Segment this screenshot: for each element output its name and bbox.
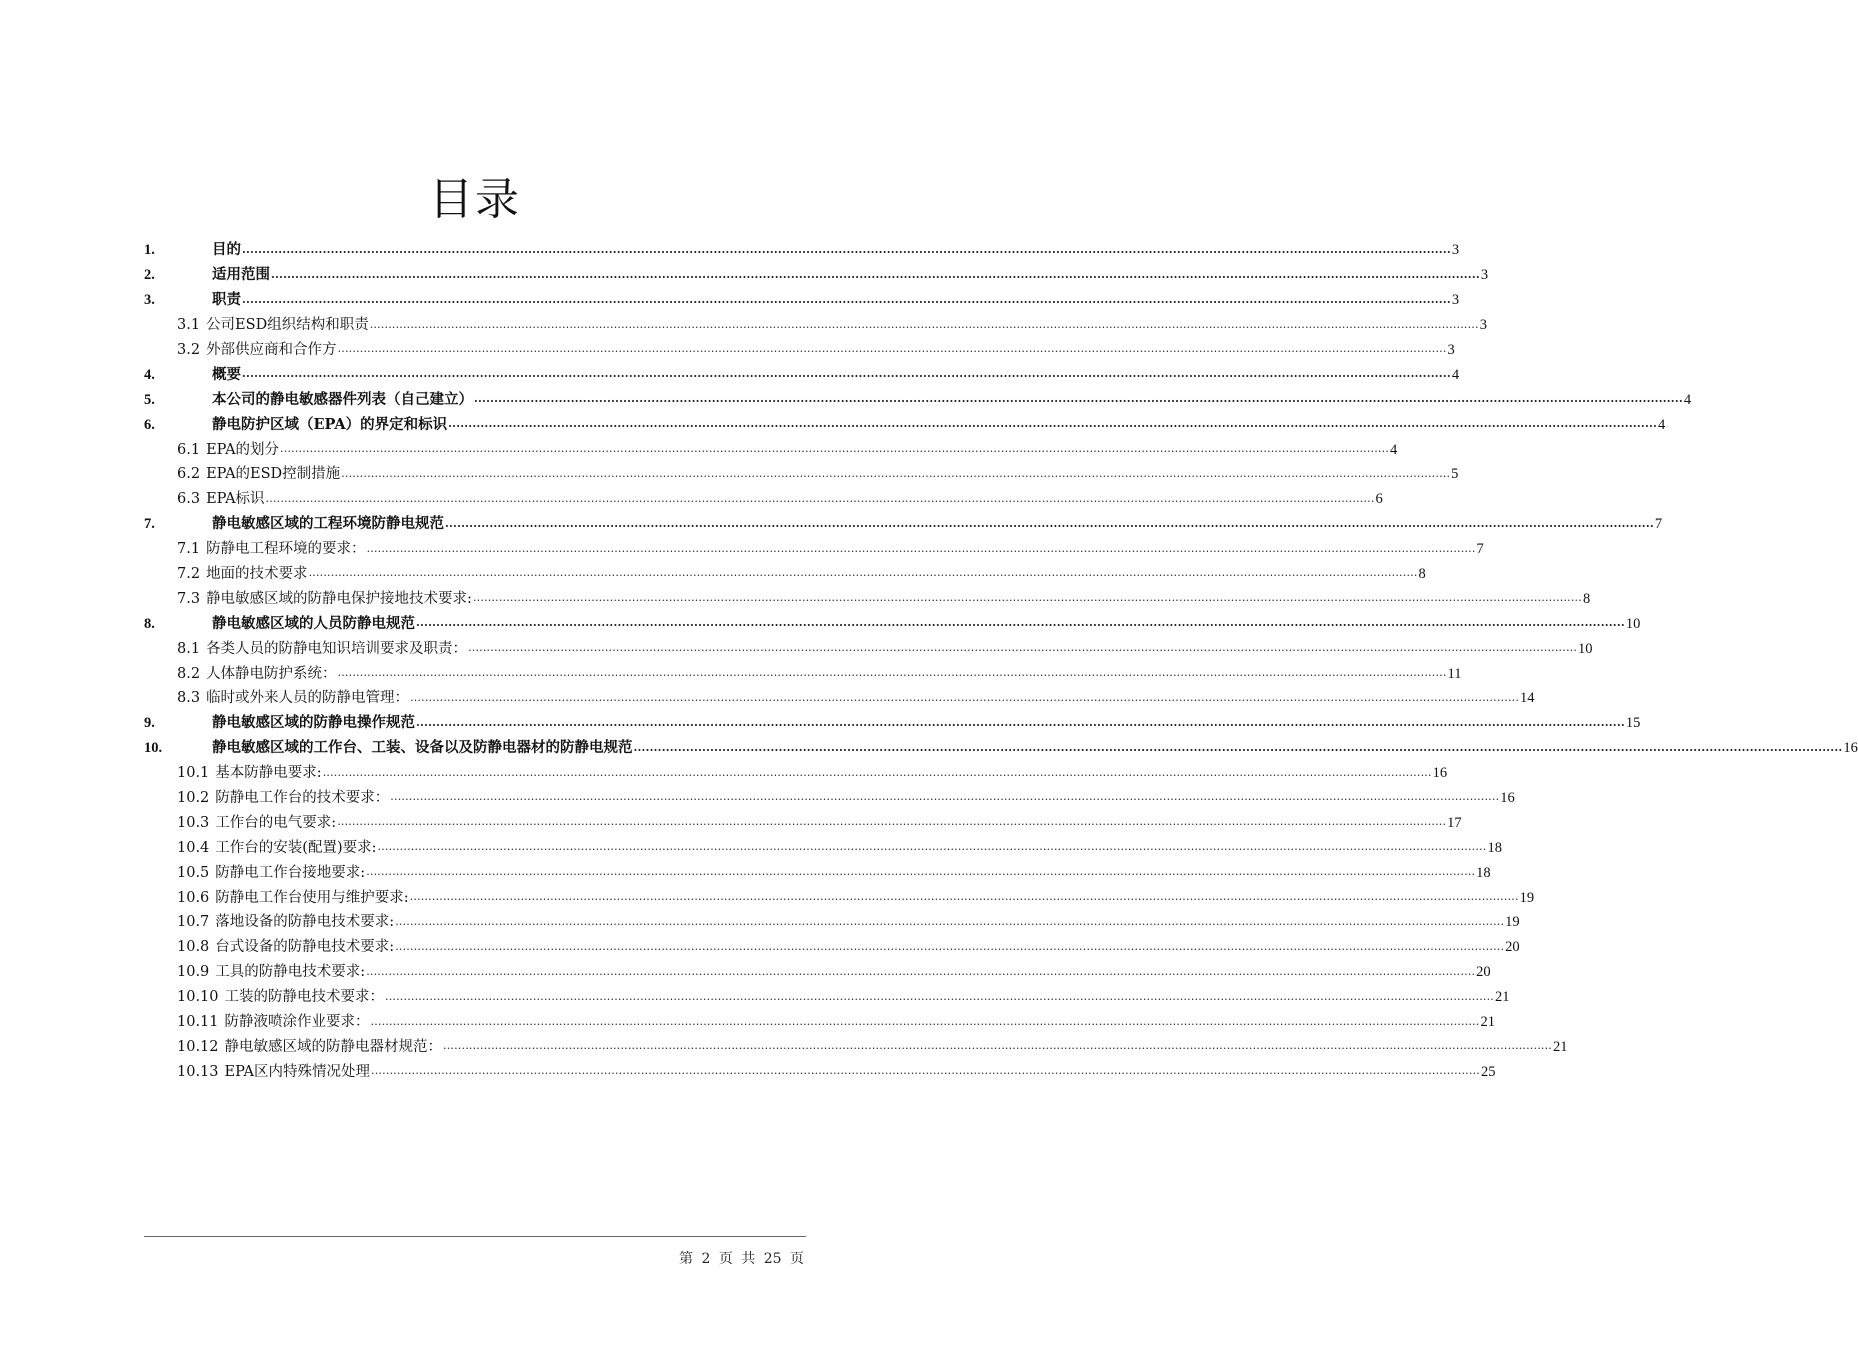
toc-entry-page: 8: [1582, 590, 1591, 607]
toc-entry-number: 10.7: [177, 914, 210, 931]
toc-dot-leader: ............................................................................................................................................................................................................................................................................................................: [337, 666, 1447, 680]
toc-entry[interactable]: [144, 362, 1460, 387]
footer-divider: [144, 1236, 806, 1237]
toc-entry[interactable]: [144, 885, 1535, 910]
toc-entry[interactable]: [144, 412, 1666, 437]
toc-entry-title: EPA的划分: [206, 441, 280, 458]
toc-entry-title: 防静电工程环境的要求：: [206, 541, 366, 558]
toc-dot-leader: ............................................................................................................................................................................................................................................................................................................: [337, 815, 1447, 829]
toc-entry-number: 1.: [144, 242, 155, 259]
toc-dot-leader: ............................................................................................................................................................................................................................................................................................................: [385, 989, 1494, 1003]
toc-entry[interactable]: [144, 537, 1484, 562]
toc-entry-number: 9.: [144, 715, 155, 732]
toc-entry[interactable]: [144, 686, 1535, 711]
toc-entry-page: 15: [1625, 715, 1641, 732]
toc-entry-title: 适用范围: [212, 266, 270, 284]
toc-entry-number: 10.1: [177, 765, 210, 782]
toc-entry[interactable]: [144, 810, 1462, 835]
toc-entry[interactable]: [144, 462, 1459, 487]
toc-entry[interactable]: [144, 985, 1510, 1010]
toc-entry-title: 防静液喷涂作业要求：: [224, 1014, 370, 1031]
toc-entry-page: 16: [1843, 740, 1858, 757]
toc-entry[interactable]: [144, 611, 1641, 636]
toc-entry-number: 6.: [144, 416, 155, 433]
toc-entry-number: 3.1: [177, 317, 201, 334]
page-footer: [676, 1248, 806, 1268]
toc-entry-number: 10.: [144, 740, 163, 757]
toc-dot-leader: ............................................................................................................................................................................................................................................................................................................: [308, 566, 1418, 580]
toc-dot-leader: ............................................................................................................................................................................................................................................................................................................: [341, 466, 1451, 480]
toc-entry-title: 地面的技术要求: [206, 566, 308, 583]
toc-entry-page: 21: [1553, 1038, 1568, 1055]
toc-entry-title: 防静电工作台使用与维护要求:: [215, 889, 409, 906]
toc-entry[interactable]: [144, 736, 1858, 761]
toc-entry[interactable]: [144, 1059, 1496, 1084]
toc-entry-title: 工作台的安装(配置)要求:: [215, 839, 377, 856]
toc-dot-leader: ............................................................................................................................................................................................................................................................................................................: [416, 715, 1625, 729]
toc-entry-page: 5: [1451, 466, 1459, 483]
toc-entry-page: 21: [1495, 989, 1510, 1006]
toc-dot-leader: ............................................................................................................................................................................................................................................................................................................: [369, 317, 1479, 331]
toc-entry-number: 10.12: [177, 1038, 219, 1055]
toc-entry-title: 职责: [212, 291, 241, 309]
toc-entry-title: 静电敏感区域的防静电保护接地技术要求:: [206, 590, 472, 607]
toc-entry-page: 8: [1418, 566, 1426, 583]
toc-entry-page: 17: [1447, 814, 1462, 831]
toc-entry[interactable]: [144, 935, 1520, 960]
toc-entry-title: 本公司的静电敏感器件列表（自己建立）: [212, 390, 473, 408]
toc-entry-title: 概要: [212, 365, 241, 383]
toc-entry-number: 8.1: [177, 640, 201, 657]
toc-entry[interactable]: [144, 338, 1455, 363]
toc-entry[interactable]: [144, 487, 1383, 512]
toc-entry-title: 静电防护区域（EPA）的界定和标识: [212, 415, 448, 433]
toc-dot-leader: ............................................................................................................................................................................................................................................................................................................: [271, 267, 1480, 281]
toc-entry-number: 5.: [144, 391, 155, 408]
toc-dot-leader: ............................................................................................................................................................................................................................................................................................................: [366, 541, 1476, 555]
toc-entry-title: 台式设备的防静电技术要求:: [215, 939, 395, 956]
footer-total-pages: 25: [763, 1251, 782, 1267]
toc-entry-number: 10.4: [177, 839, 210, 856]
footer-suffix: 页: [790, 1251, 804, 1267]
table-of-contents: [144, 238, 1858, 1084]
toc-dot-leader: ............................................................................................................................................................................................................................................................................................................: [366, 865, 1476, 879]
toc-entry-page: 16: [1500, 790, 1515, 807]
toc-entry-page: 10: [1625, 615, 1641, 632]
toc-entry-page: 7: [1476, 541, 1484, 558]
page-title: 目录: [429, 174, 521, 225]
toc-entry-title: 基本防静电要求:: [215, 765, 322, 782]
toc-entry-page: 3: [1451, 242, 1460, 259]
toc-dot-leader: ............................................................................................................................................................................................................................................................................................................: [445, 516, 1654, 530]
toc-entry-page: 4: [1390, 441, 1398, 458]
footer-page-word: 页: [718, 1251, 733, 1267]
toc-entry-number: 6.2: [177, 466, 201, 483]
toc-entry-title: 防静电工作台接地要求:: [215, 864, 366, 881]
footer-current-page: 2: [701, 1251, 711, 1267]
toc-entry-page: 16: [1432, 765, 1448, 782]
toc-entry-number: 7.1: [177, 541, 201, 558]
toc-entry[interactable]: [144, 835, 1502, 860]
toc-entry-number: 10.11: [177, 1014, 219, 1031]
toc-entry-title: EPA的ESD控制措施: [206, 466, 341, 483]
toc-entry-number: 8.3: [177, 690, 201, 707]
toc-dot-leader: ............................................................................................................................................................................................................................................................................................................: [242, 367, 1451, 381]
toc-entry-number: 6.3: [177, 491, 201, 508]
toc-dot-leader: ............................................................................................................................................................................................................................................................................................................: [242, 292, 1451, 306]
footer-prefix: 第: [678, 1251, 693, 1267]
toc-entry-number: 10.5: [177, 864, 210, 881]
toc-entry[interactable]: [144, 711, 1641, 736]
toc-dot-leader: ............................................................................................................................................................................................................................................................................................................: [395, 939, 1505, 953]
toc-entry[interactable]: [144, 636, 1593, 661]
toc-dot-leader: ............................................................................................................................................................................................................................................................................................................: [472, 591, 1582, 605]
toc-entry[interactable]: [144, 437, 1398, 462]
toc-dot-leader: ............................................................................................................................................................................................................................................................................................................: [242, 242, 1451, 256]
toc-entry-number: 7.3: [177, 590, 201, 607]
toc-dot-leader: ............................................................................................................................................................................................................................................................................................................: [366, 964, 1476, 978]
toc-dot-leader: ............................................................................................................................................................................................................................................................................................................: [410, 690, 1520, 704]
toc-entry-title: 工具的防静电技术要求:: [215, 964, 366, 981]
toc-entry-title: 静电敏感区域的防静电器材规范：: [224, 1038, 443, 1055]
toc-entry-title: 静电敏感区域的防静电操作规范: [212, 714, 415, 732]
toc-dot-leader: ............................................................................................................................................................................................................................................................................................................: [633, 740, 1843, 754]
toc-entry-number: 4.: [144, 366, 155, 383]
toc-entry-title: EPA区内特殊情况处理: [224, 1063, 370, 1080]
toc-entry-number: 8.: [144, 615, 155, 632]
toc-entry-number: 2.: [144, 267, 155, 284]
toc-entry-page: 11: [1447, 665, 1462, 682]
toc-entry[interactable]: [144, 960, 1491, 985]
toc-entry[interactable]: [144, 786, 1515, 811]
toc-entry[interactable]: [144, 910, 1520, 935]
toc-entry[interactable]: [144, 586, 1591, 611]
toc-entry-number: 10.2: [177, 790, 210, 807]
toc-entry[interactable]: [144, 387, 1692, 412]
toc-entry-page: 18: [1476, 864, 1491, 881]
toc-entry-page: 4: [1683, 391, 1692, 408]
toc-entry-number: 10.10: [177, 989, 219, 1006]
toc-dot-leader: ............................................................................................................................................................................................................................................................................................................: [280, 442, 1390, 456]
toc-entry-title: 外部供应商和合作方: [206, 342, 337, 358]
toc-dot-leader: ............................................................................................................................................................................................................................................................................................................: [395, 914, 1505, 928]
toc-dot-leader: ............................................................................................................................................................................................................................................................................................................: [448, 417, 1658, 431]
toc-dot-leader: ............................................................................................................................................................................................................................................................................................................: [265, 491, 1375, 505]
toc-entry-number: 7.: [144, 516, 155, 533]
toc-entry[interactable]: [144, 288, 1460, 313]
toc-entry-page: 7: [1654, 516, 1663, 533]
toc-entry-number: 10.6: [177, 889, 210, 906]
toc-entry-page: 19: [1505, 914, 1520, 931]
toc-dot-leader: ............................................................................................................................................................................................................................................................................................................: [416, 616, 1625, 630]
toc-entry-title: 防静电工作台的技术要求：: [215, 790, 390, 807]
toc-entry-page: 20: [1505, 939, 1520, 956]
toc-entry[interactable]: [144, 313, 1487, 338]
toc-dot-leader: ............................................................................................................................................................................................................................................................................................................: [337, 342, 1447, 356]
toc-dot-leader: ............................................................................................................................................................................................................................................................................................................: [322, 765, 1432, 779]
toc-entry-title: 工装的防静电技术要求：: [224, 989, 385, 1006]
toc-entry-title: 各类人员的防静电知识培训要求及职责：: [206, 640, 468, 657]
toc-dot-leader: ............................................................................................................................................................................................................................................................................................................: [474, 392, 1683, 406]
toc-dot-leader: ............................................................................................................................................................................................................................................................................................................: [390, 790, 1500, 804]
toc-entry-page: 10: [1578, 640, 1593, 657]
toc-entry[interactable]: [144, 1035, 1568, 1060]
toc-dot-leader: ............................................................................................................................................................................................................................................................................................................: [409, 890, 1519, 904]
toc-entry-page: 3: [1479, 317, 1487, 334]
toc-dot-leader: ............................................................................................................................................................................................................................................................................................................: [377, 840, 1487, 854]
toc-entry-number: 7.2: [177, 566, 201, 583]
toc-entry-page: 4: [1658, 416, 1666, 433]
toc-entry-number: 8.2: [177, 665, 201, 682]
toc-entry-number: 6.1: [177, 441, 201, 458]
toc-dot-leader: ............................................................................................................................................................................................................................................................................................................: [370, 1014, 1480, 1028]
toc-entry-page: 4: [1451, 366, 1460, 383]
toc-entry-number: 3.: [144, 292, 155, 309]
toc-entry-page: 3: [1447, 342, 1455, 358]
toc-entry[interactable]: [144, 562, 1426, 587]
toc-dot-leader: ............................................................................................................................................................................................................................................................................................................: [371, 1064, 1480, 1078]
toc-entry-title: 静电敏感区域的工程环境防静电规范: [212, 515, 444, 533]
toc-dot-leader: ............................................................................................................................................................................................................................................................................................................: [468, 641, 1578, 655]
toc-entry-title: 静电敏感区域的工作台、工装、设备以及防静电器材的防静电规范: [212, 739, 633, 757]
toc-entry-title: 人体静电防护系统：: [206, 665, 337, 682]
toc-entry-page: 25: [1480, 1063, 1496, 1080]
toc-entry-number: 10.13: [177, 1063, 219, 1080]
toc-entry-page: 20: [1476, 964, 1491, 981]
toc-entry[interactable]: [144, 860, 1491, 885]
toc-entry[interactable]: [144, 661, 1462, 686]
toc-entry[interactable]: [144, 263, 1489, 288]
toc-entry-page: 21: [1480, 1014, 1495, 1031]
toc-entry-page: 3: [1451, 292, 1460, 309]
toc-entry-number: 10.9: [177, 964, 210, 981]
toc-entry-title: 公司ESD组织结构和职责: [206, 317, 369, 334]
toc-entry-title: 落地设备的防静电技术要求:: [215, 914, 395, 931]
toc-entry-page: 3: [1480, 267, 1489, 284]
toc-entry[interactable]: [144, 238, 1460, 263]
toc-entry[interactable]: [144, 512, 1663, 537]
toc-entry[interactable]: [144, 1010, 1495, 1035]
toc-entry-title: 静电敏感区域的人员防静电规范: [212, 614, 415, 632]
toc-entry-page: 6: [1375, 491, 1383, 508]
footer-total-word: 共: [741, 1251, 756, 1267]
toc-entry-title: 临时或外来人员的防静电管理：: [206, 690, 410, 707]
toc-entry-number: 3.2: [177, 342, 201, 358]
toc-entry-title: 目的: [212, 241, 241, 259]
toc-entry-page: 18: [1487, 839, 1502, 856]
toc-entry-page: 19: [1519, 889, 1535, 906]
toc-entry[interactable]: [144, 761, 1448, 786]
toc-entry-page: 14: [1520, 690, 1535, 707]
toc-dot-leader: ............................................................................................................................................................................................................................................................................................................: [443, 1039, 1552, 1053]
toc-entry-title: EPA标识: [206, 491, 265, 508]
toc-entry-number: 10.8: [177, 939, 210, 956]
toc-entry-number: 10.3: [177, 814, 210, 831]
toc-entry-title: 工作台的电气要求:: [215, 814, 337, 831]
